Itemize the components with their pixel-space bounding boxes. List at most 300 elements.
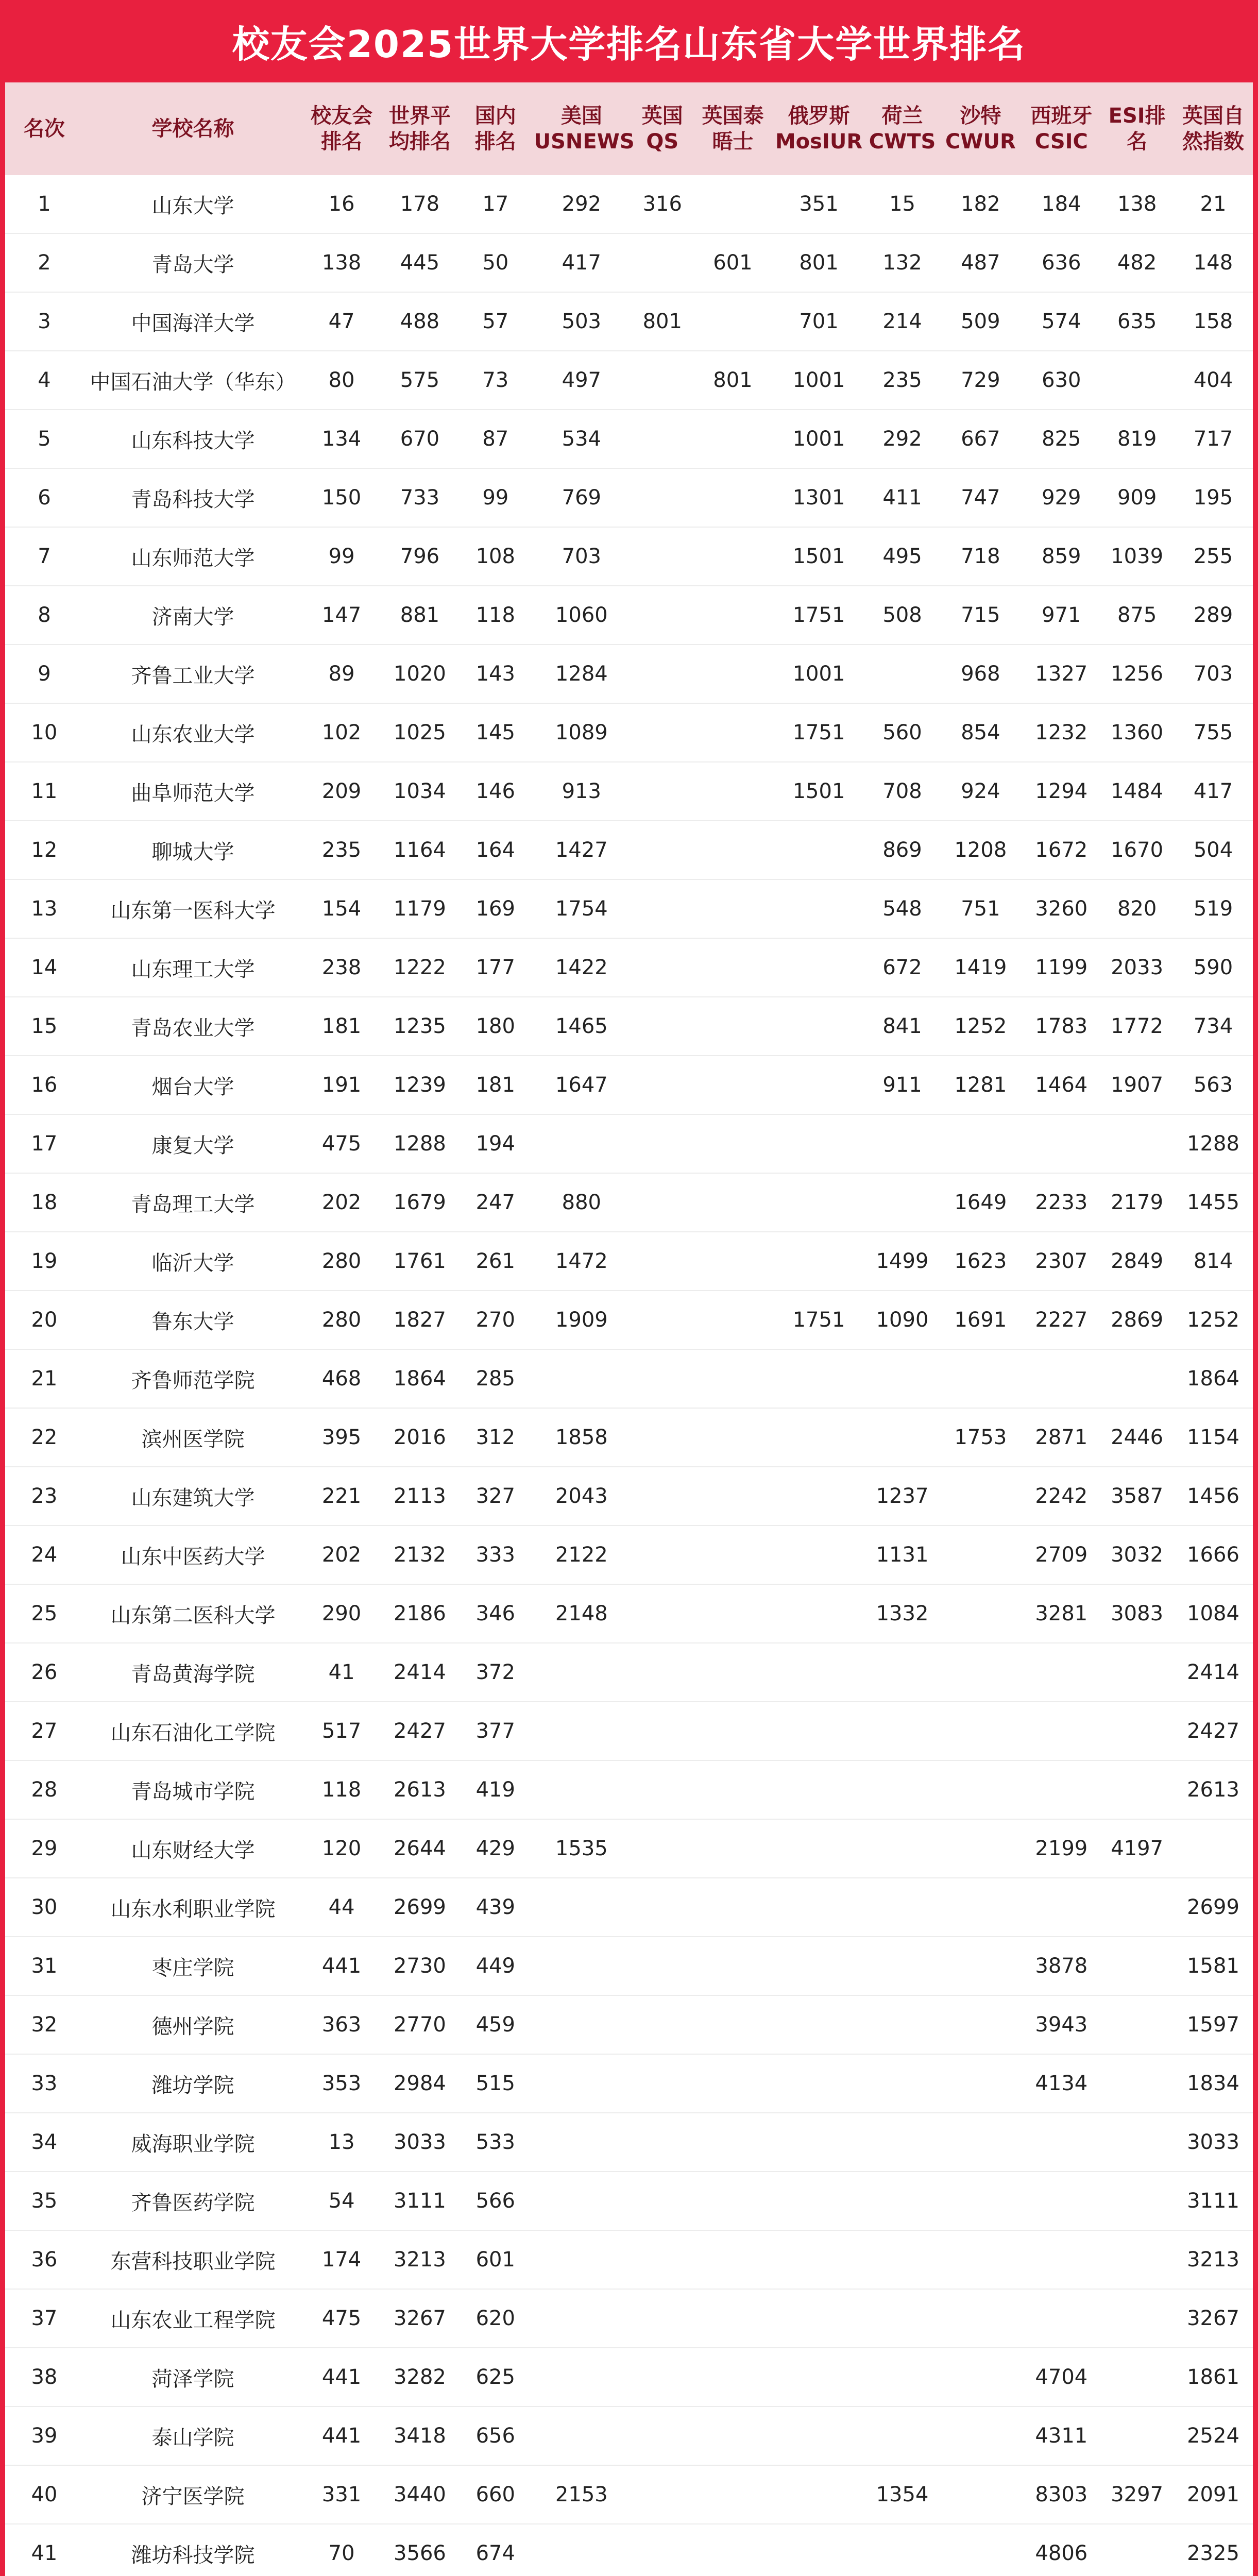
cell-mosiur: 1001 — [772, 410, 865, 468]
cell-dom: 620 — [459, 2289, 532, 2348]
table-row — [5, 2230, 1253, 2289]
cell-mosiur: 1751 — [772, 586, 865, 645]
cell-xyh: 441 — [302, 2348, 381, 2406]
cell-dom: 180 — [459, 997, 532, 1056]
cell-csic: 4806 — [1022, 2524, 1100, 2576]
cell-nature: 2091 — [1174, 2465, 1253, 2524]
cell-dom: 145 — [459, 703, 532, 762]
table-row — [5, 1819, 1253, 1878]
cell-cwur: 718 — [939, 527, 1022, 586]
cell-cwur — [939, 1878, 1022, 1937]
table-row — [5, 233, 1253, 292]
cell-dom: 143 — [459, 645, 532, 703]
cell-qs — [631, 1114, 694, 1173]
cell-esi: 3297 — [1100, 2465, 1174, 2524]
cell-csic: 4311 — [1022, 2406, 1100, 2465]
cell-dom: 57 — [459, 292, 532, 351]
cell-rank: 23 — [5, 1467, 83, 1526]
cell-cwur — [939, 1995, 1022, 2054]
cell-esi — [1100, 2289, 1174, 2348]
cell-nature: 3213 — [1174, 2230, 1253, 2289]
column-header-cwts: 荷兰 CWTS — [869, 104, 936, 154]
cell-mosiur — [772, 1760, 865, 1819]
cell-avg: 1864 — [381, 1349, 459, 1408]
cell-qs — [631, 410, 694, 468]
cell-name: 枣庄学院 — [83, 1937, 302, 1995]
cell-dom: 515 — [459, 2054, 532, 2113]
cell-mosiur — [772, 1173, 865, 1232]
cell-csic — [1022, 1702, 1100, 1760]
cell-usnews: 1465 — [532, 997, 631, 1056]
cell-xyh: 13 — [302, 2113, 381, 2172]
cell-name: 山东中医药大学 — [83, 1526, 302, 1584]
cell-esi — [1100, 2406, 1174, 2465]
cell-the — [694, 2406, 772, 2465]
cell-csic: 2227 — [1022, 1291, 1100, 1349]
table-row — [5, 175, 1253, 233]
cell-cwur — [939, 1526, 1022, 1584]
cell-cwts: 1131 — [866, 1526, 939, 1584]
cell-xyh: 235 — [302, 821, 381, 879]
cell-name: 青岛黄海学院 — [83, 1643, 302, 1702]
cell-cwur: 1281 — [939, 1056, 1022, 1114]
cell-rank: 3 — [5, 292, 83, 351]
cell-cwts — [866, 2172, 939, 2230]
cell-cwts — [866, 1995, 939, 2054]
cell-avg: 1179 — [381, 879, 459, 938]
cell-qs — [631, 1995, 694, 2054]
cell-the — [694, 997, 772, 1056]
table-row — [5, 1526, 1253, 1584]
cell-name: 中国海洋大学 — [83, 292, 302, 351]
cell-mosiur — [772, 2289, 865, 2348]
cell-nature: 1252 — [1174, 1291, 1253, 1349]
cell-dom: 164 — [459, 821, 532, 879]
table-row — [5, 1995, 1253, 2054]
cell-usnews: 1427 — [532, 821, 631, 879]
cell-nature: 2699 — [1174, 1878, 1253, 1937]
cell-esi — [1100, 1643, 1174, 1702]
cell-dom: 177 — [459, 938, 532, 997]
cell-the — [694, 2289, 772, 2348]
cell-qs — [631, 645, 694, 703]
cell-the — [694, 1173, 772, 1232]
cell-rank: 6 — [5, 468, 83, 527]
column-header-dom: 国内 排名 — [474, 104, 516, 154]
cell-rank: 17 — [5, 1114, 83, 1173]
cell-cwur: 1753 — [939, 1408, 1022, 1467]
cell-cwur: 924 — [939, 762, 1022, 821]
cell-usnews — [532, 2406, 631, 2465]
cell-nature: 1456 — [1174, 1467, 1253, 1526]
cell-usnews: 703 — [532, 527, 631, 586]
cell-name: 山东农业工程学院 — [83, 2289, 302, 2348]
cell-nature: 2325 — [1174, 2524, 1253, 2576]
cell-name: 中国石油大学（华东） — [83, 351, 302, 410]
cell-csic: 2307 — [1022, 1232, 1100, 1291]
cell-cwts — [866, 1702, 939, 1760]
cell-usnews — [532, 2113, 631, 2172]
cell-xyh: 202 — [302, 1526, 381, 1584]
cell-rank: 10 — [5, 703, 83, 762]
cell-rank: 8 — [5, 586, 83, 645]
cell-usnews: 769 — [532, 468, 631, 527]
cell-cwur: 1252 — [939, 997, 1022, 1056]
cell-cwts: 548 — [866, 879, 939, 938]
cell-the — [694, 1114, 772, 1173]
cell-qs — [631, 938, 694, 997]
cell-cwts — [866, 2113, 939, 2172]
cell-xyh: 118 — [302, 1760, 381, 1819]
cell-mosiur — [772, 2054, 865, 2113]
cell-name: 山东理工大学 — [83, 938, 302, 997]
cell-cwts: 411 — [866, 468, 939, 527]
cell-rank: 7 — [5, 527, 83, 586]
cell-xyh: 54 — [302, 2172, 381, 2230]
cell-csic: 2233 — [1022, 1173, 1100, 1232]
cell-xyh: 89 — [302, 645, 381, 703]
cell-rank: 11 — [5, 762, 83, 821]
column-header-csic: 西班牙 CSIC — [1030, 104, 1093, 154]
cell-xyh: 209 — [302, 762, 381, 821]
cell-csic — [1022, 2113, 1100, 2172]
cell-rank: 32 — [5, 1995, 83, 2054]
cell-name: 山东财经大学 — [83, 1819, 302, 1878]
cell-cwur — [939, 1467, 1022, 1526]
cell-the — [694, 879, 772, 938]
column-header-xyh: 校友会 排名 — [311, 104, 373, 154]
cell-esi: 2869 — [1100, 1291, 1174, 1349]
cell-qs — [631, 2289, 694, 2348]
cell-cwur — [939, 2054, 1022, 2113]
cell-rank: 30 — [5, 1878, 83, 1937]
column-header-avg: 世界平 均排名 — [388, 104, 451, 154]
cell-dom: 118 — [459, 586, 532, 645]
cell-cwur — [939, 1643, 1022, 1702]
cell-qs — [631, 1584, 694, 1643]
cell-avg: 3033 — [381, 2113, 459, 2172]
cell-nature: 717 — [1174, 410, 1253, 468]
cell-usnews: 1422 — [532, 938, 631, 997]
cell-qs — [631, 1408, 694, 1467]
cell-esi — [1100, 1760, 1174, 1819]
cell-cwts: 235 — [866, 351, 939, 410]
cell-name: 青岛大学 — [83, 233, 302, 292]
cell-cwts: 560 — [866, 703, 939, 762]
cell-xyh: 363 — [302, 1995, 381, 2054]
cell-avg: 2770 — [381, 1995, 459, 2054]
cell-cwur — [939, 2289, 1022, 2348]
cell-rank: 35 — [5, 2172, 83, 2230]
cell-mosiur — [772, 1467, 865, 1526]
cell-mosiur — [772, 2348, 865, 2406]
cell-the — [694, 1995, 772, 2054]
cell-qs — [631, 1526, 694, 1584]
cell-the — [694, 2230, 772, 2289]
table-row — [5, 1056, 1253, 1114]
cell-dom: 181 — [459, 1056, 532, 1114]
cell-csic: 3943 — [1022, 1995, 1100, 2054]
cell-qs — [631, 2230, 694, 2289]
cell-mosiur — [772, 2172, 865, 2230]
cell-usnews — [532, 2230, 631, 2289]
table-row — [5, 1232, 1253, 1291]
cell-xyh: 138 — [302, 233, 381, 292]
cell-rank: 26 — [5, 1643, 83, 1702]
cell-the — [694, 468, 772, 527]
cell-esi: 2033 — [1100, 938, 1174, 997]
cell-avg: 1288 — [381, 1114, 459, 1173]
cell-avg: 1164 — [381, 821, 459, 879]
cell-usnews: 880 — [532, 1173, 631, 1232]
cell-esi — [1100, 1114, 1174, 1173]
cell-avg: 1025 — [381, 703, 459, 762]
cell-cwts — [866, 1643, 939, 1702]
cell-nature: 3111 — [1174, 2172, 1253, 2230]
cell-rank: 20 — [5, 1291, 83, 1349]
cell-rank: 28 — [5, 1760, 83, 1819]
cell-rank: 27 — [5, 1702, 83, 1760]
cell-cwts: 214 — [866, 292, 939, 351]
cell-dom: 194 — [459, 1114, 532, 1173]
cell-xyh: 441 — [302, 2406, 381, 2465]
cell-rank: 5 — [5, 410, 83, 468]
cell-cwur — [939, 1349, 1022, 1408]
cell-qs — [631, 1056, 694, 1114]
column-header-the: 英国泰 晤士 — [702, 104, 764, 154]
cell-nature — [1174, 1819, 1253, 1878]
cell-usnews: 1909 — [532, 1291, 631, 1349]
cell-dom: 169 — [459, 879, 532, 938]
cell-mosiur — [772, 1526, 865, 1584]
cell-name: 齐鲁师范学院 — [83, 1349, 302, 1408]
cell-the — [694, 1584, 772, 1643]
cell-nature: 2414 — [1174, 1643, 1253, 1702]
cell-nature: 1666 — [1174, 1526, 1253, 1584]
cell-mosiur: 1301 — [772, 468, 865, 527]
cell-usnews — [532, 2524, 631, 2576]
table-row — [5, 2172, 1253, 2230]
cell-mosiur — [772, 821, 865, 879]
cell-esi — [1100, 2172, 1174, 2230]
cell-qs — [631, 468, 694, 527]
cell-cwur — [939, 2406, 1022, 2465]
cell-name: 康复大学 — [83, 1114, 302, 1173]
table-row — [5, 2348, 1253, 2406]
cell-usnews — [532, 2172, 631, 2230]
cell-the — [694, 2172, 772, 2230]
cell-dom: 625 — [459, 2348, 532, 2406]
cell-csic: 3260 — [1022, 879, 1100, 938]
cell-csic — [1022, 1760, 1100, 1819]
cell-nature: 1154 — [1174, 1408, 1253, 1467]
cell-usnews: 2148 — [532, 1584, 631, 1643]
column-header-usnews: 美国 USNEWS — [534, 104, 635, 154]
table-row — [5, 292, 1253, 351]
ranking-table — [5, 82, 1253, 2576]
cell-rank: 31 — [5, 1937, 83, 1995]
cell-the — [694, 1937, 772, 1995]
cell-mosiur — [772, 1232, 865, 1291]
cell-xyh: 475 — [302, 2289, 381, 2348]
cell-nature: 703 — [1174, 645, 1253, 703]
table-row — [5, 2406, 1253, 2465]
cell-mosiur: 1001 — [772, 645, 865, 703]
cell-avg: 1827 — [381, 1291, 459, 1349]
cell-nature: 1597 — [1174, 1995, 1253, 2054]
cell-cwts — [866, 1937, 939, 1995]
cell-xyh: 41 — [302, 1643, 381, 1702]
cell-xyh: 154 — [302, 879, 381, 938]
cell-rank: 29 — [5, 1819, 83, 1878]
cell-avg: 3267 — [381, 2289, 459, 2348]
cell-name: 菏泽学院 — [83, 2348, 302, 2406]
cell-nature: 2613 — [1174, 1760, 1253, 1819]
cell-nature: 195 — [1174, 468, 1253, 527]
column-header-name: 学校名称 — [151, 117, 234, 141]
table-row — [5, 821, 1253, 879]
cell-dom: 99 — [459, 468, 532, 527]
cell-usnews: 497 — [532, 351, 631, 410]
cell-cwur: 1691 — [939, 1291, 1022, 1349]
cell-esi: 1670 — [1100, 821, 1174, 879]
cell-name: 山东石油化工学院 — [83, 1702, 302, 1760]
cell-rank: 4 — [5, 351, 83, 410]
cell-rank: 40 — [5, 2465, 83, 2524]
cell-dom: 429 — [459, 1819, 532, 1878]
cell-cwts: 1354 — [866, 2465, 939, 2524]
cell-esi: 1360 — [1100, 703, 1174, 762]
cell-usnews: 2122 — [532, 1526, 631, 1584]
cell-name: 潍坊学院 — [83, 2054, 302, 2113]
cell-nature: 814 — [1174, 1232, 1253, 1291]
cell-cwur — [939, 2524, 1022, 2576]
table-row — [5, 1937, 1253, 1995]
cell-dom: 261 — [459, 1232, 532, 1291]
cell-mosiur: 1751 — [772, 1291, 865, 1349]
cell-nature: 158 — [1174, 292, 1253, 351]
cell-csic: 2199 — [1022, 1819, 1100, 1878]
cell-rank: 22 — [5, 1408, 83, 1467]
cell-csic: 4134 — [1022, 2054, 1100, 2113]
cell-qs — [631, 997, 694, 1056]
cell-esi — [1100, 2348, 1174, 2406]
cell-nature: 3267 — [1174, 2289, 1253, 2348]
cell-qs — [631, 1467, 694, 1526]
cell-name: 烟台大学 — [83, 1056, 302, 1114]
cell-qs — [631, 527, 694, 586]
cell-cwur — [939, 1760, 1022, 1819]
cell-avg: 575 — [381, 351, 459, 410]
cell-avg: 3282 — [381, 2348, 459, 2406]
cell-the — [694, 1408, 772, 1467]
cell-name: 山东大学 — [83, 175, 302, 233]
cell-xyh: 120 — [302, 1819, 381, 1878]
table-row — [5, 762, 1253, 821]
cell-csic: 2709 — [1022, 1526, 1100, 1584]
cell-usnews — [532, 2054, 631, 2113]
cell-dom: 327 — [459, 1467, 532, 1526]
cell-cwts: 869 — [866, 821, 939, 879]
cell-rank: 9 — [5, 645, 83, 703]
cell-avg: 796 — [381, 527, 459, 586]
cell-mosiur — [772, 1643, 865, 1702]
cell-csic: 8303 — [1022, 2465, 1100, 2524]
table-row — [5, 1760, 1253, 1819]
cell-qs — [631, 762, 694, 821]
table-row — [5, 703, 1253, 762]
table-row — [5, 2289, 1253, 2348]
cell-esi — [1100, 1349, 1174, 1408]
cell-xyh: 331 — [302, 2465, 381, 2524]
cell-esi: 1907 — [1100, 1056, 1174, 1114]
cell-qs — [631, 1760, 694, 1819]
cell-qs — [631, 1173, 694, 1232]
cell-esi — [1100, 351, 1174, 410]
cell-usnews — [532, 1878, 631, 1937]
cell-csic: 1232 — [1022, 703, 1100, 762]
cell-name: 青岛农业大学 — [83, 997, 302, 1056]
table-header-row — [5, 82, 1253, 175]
cell-avg: 2730 — [381, 1937, 459, 1995]
cell-usnews: 1535 — [532, 1819, 631, 1878]
cell-qs — [631, 703, 694, 762]
cell-dom: 346 — [459, 1584, 532, 1643]
table-row — [5, 1114, 1253, 1173]
cell-avg: 1222 — [381, 938, 459, 997]
cell-cwur: 747 — [939, 468, 1022, 527]
cell-nature: 734 — [1174, 997, 1253, 1056]
cell-xyh: 395 — [302, 1408, 381, 1467]
cell-xyh: 280 — [302, 1232, 381, 1291]
cell-cwur — [939, 1819, 1022, 1878]
cell-cwts — [866, 1114, 939, 1173]
cell-dom: 50 — [459, 233, 532, 292]
cell-csic — [1022, 1114, 1100, 1173]
cell-csic: 4704 — [1022, 2348, 1100, 2406]
cell-mosiur: 1001 — [772, 351, 865, 410]
cell-esi — [1100, 2524, 1174, 2576]
cell-cwts: 292 — [866, 410, 939, 468]
cell-xyh: 147 — [302, 586, 381, 645]
cell-rank: 33 — [5, 2054, 83, 2113]
cell-the — [694, 1760, 772, 1819]
cell-cwts — [866, 2230, 939, 2289]
cell-mosiur — [772, 2113, 865, 2172]
cell-xyh: 221 — [302, 1467, 381, 1526]
cell-dom: 270 — [459, 1291, 532, 1349]
cell-csic: 574 — [1022, 292, 1100, 351]
cell-xyh: 191 — [302, 1056, 381, 1114]
cell-mosiur: 1751 — [772, 703, 865, 762]
cell-name: 山东第一医科大学 — [83, 879, 302, 938]
cell-esi — [1100, 1937, 1174, 1995]
cell-avg: 3213 — [381, 2230, 459, 2289]
cell-nature: 1455 — [1174, 1173, 1253, 1232]
cell-qs — [631, 586, 694, 645]
cell-the — [694, 938, 772, 997]
cell-name: 青岛理工大学 — [83, 1173, 302, 1232]
cell-avg: 2016 — [381, 1408, 459, 1467]
cell-dom: 17 — [459, 175, 532, 233]
cell-cwur — [939, 2172, 1022, 2230]
cell-avg: 881 — [381, 586, 459, 645]
cell-nature: 255 — [1174, 527, 1253, 586]
cell-qs — [631, 351, 694, 410]
cell-cwts: 1499 — [866, 1232, 939, 1291]
cell-usnews: 1284 — [532, 645, 631, 703]
cell-esi: 2179 — [1100, 1173, 1174, 1232]
